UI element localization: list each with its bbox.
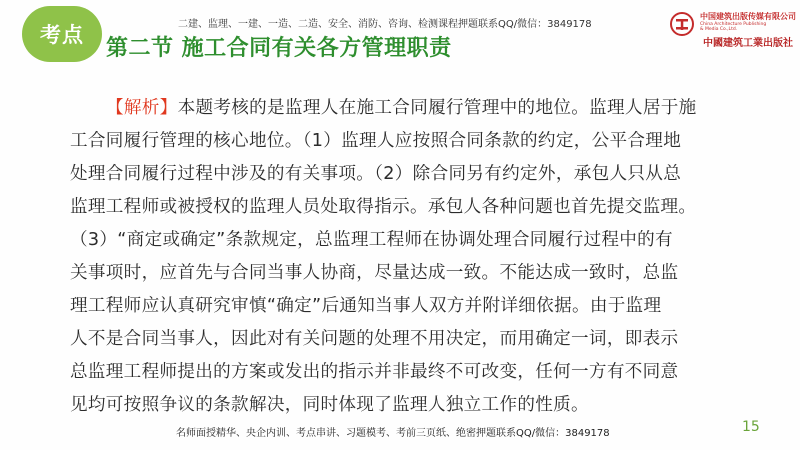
paragraph-line: 监理工程师或被授权的监理人员处取得指示。承包人各种问题也首先提交监理。 — [70, 197, 697, 217]
publisher-mark-icon — [670, 12, 694, 36]
topic-badge — [22, 6, 102, 62]
line-text: 本题考核的是监理人在施工合同履行管理中的地位。监理人居于施 — [177, 98, 697, 118]
analysis-paragraph — [70, 92, 762, 422]
paragraph-line: （3）“商定或确定”条款规定，总监理工程师在协调处理合同履行过程中的有 — [70, 230, 673, 250]
paragraph-line: 工合同履行管理的核心地位。（1）监理人应按照合同条款的约定，公平合理地 — [70, 131, 682, 151]
topic-badge-label: 考点 — [40, 23, 84, 47]
paragraph-line: 见均可按照争议的条款解决，同时体现了监理人独立工作的性质。 — [70, 395, 589, 415]
footer-contact-text: 名师面授精华、央企内训、考点串讲、习题模考、考前三页纸、绝密押题联系QQ/微信：3849178 — [176, 428, 610, 439]
publisher-name: 中国建筑出版传媒有限公司 — [700, 12, 796, 21]
header-contact-text: 二建、监理、一建、一造、二造、安全、消防、咨询、检测课程押题联系QQ/微信：3849178 — [178, 19, 592, 30]
paragraph-line — [70, 92, 762, 125]
publisher-calligraphy: 中國建筑工業出版社 — [703, 38, 793, 49]
paragraph-line: 关事项时，应首先与合同当事人协商，尽量达成一致。不能达成一致时，总监 — [70, 263, 679, 283]
paragraph-line: 总监理工程师提出的方案或发出的指示并非最终不可改变，任何一方有不同意 — [70, 362, 679, 382]
paragraph-line: 处理合同履行过程中涉及的有关事项。（2）除合同另有约定外，承包人只从总 — [70, 164, 682, 184]
publisher-logo — [670, 8, 796, 49]
page-title: 第二节 施工合同有关各方管理职责 — [106, 36, 452, 61]
publisher-name-en — [700, 22, 766, 32]
paragraph-line: 理工程师应认真研究审慎“确定”后通知当事人双方并附详细依据。由于监理 — [70, 296, 662, 316]
analysis-tag: 【解析】 — [106, 98, 178, 118]
publisher-name-en-line: & Media Co.,Ltd. — [700, 27, 738, 32]
page-number: 15 — [742, 419, 760, 435]
publisher-name-en-line: China Architecture Publishing — [700, 22, 767, 27]
paragraph-line: 人不是合同当事人，因此对有关问题的处理不用决定，而用确定一词，即表示 — [70, 329, 679, 349]
